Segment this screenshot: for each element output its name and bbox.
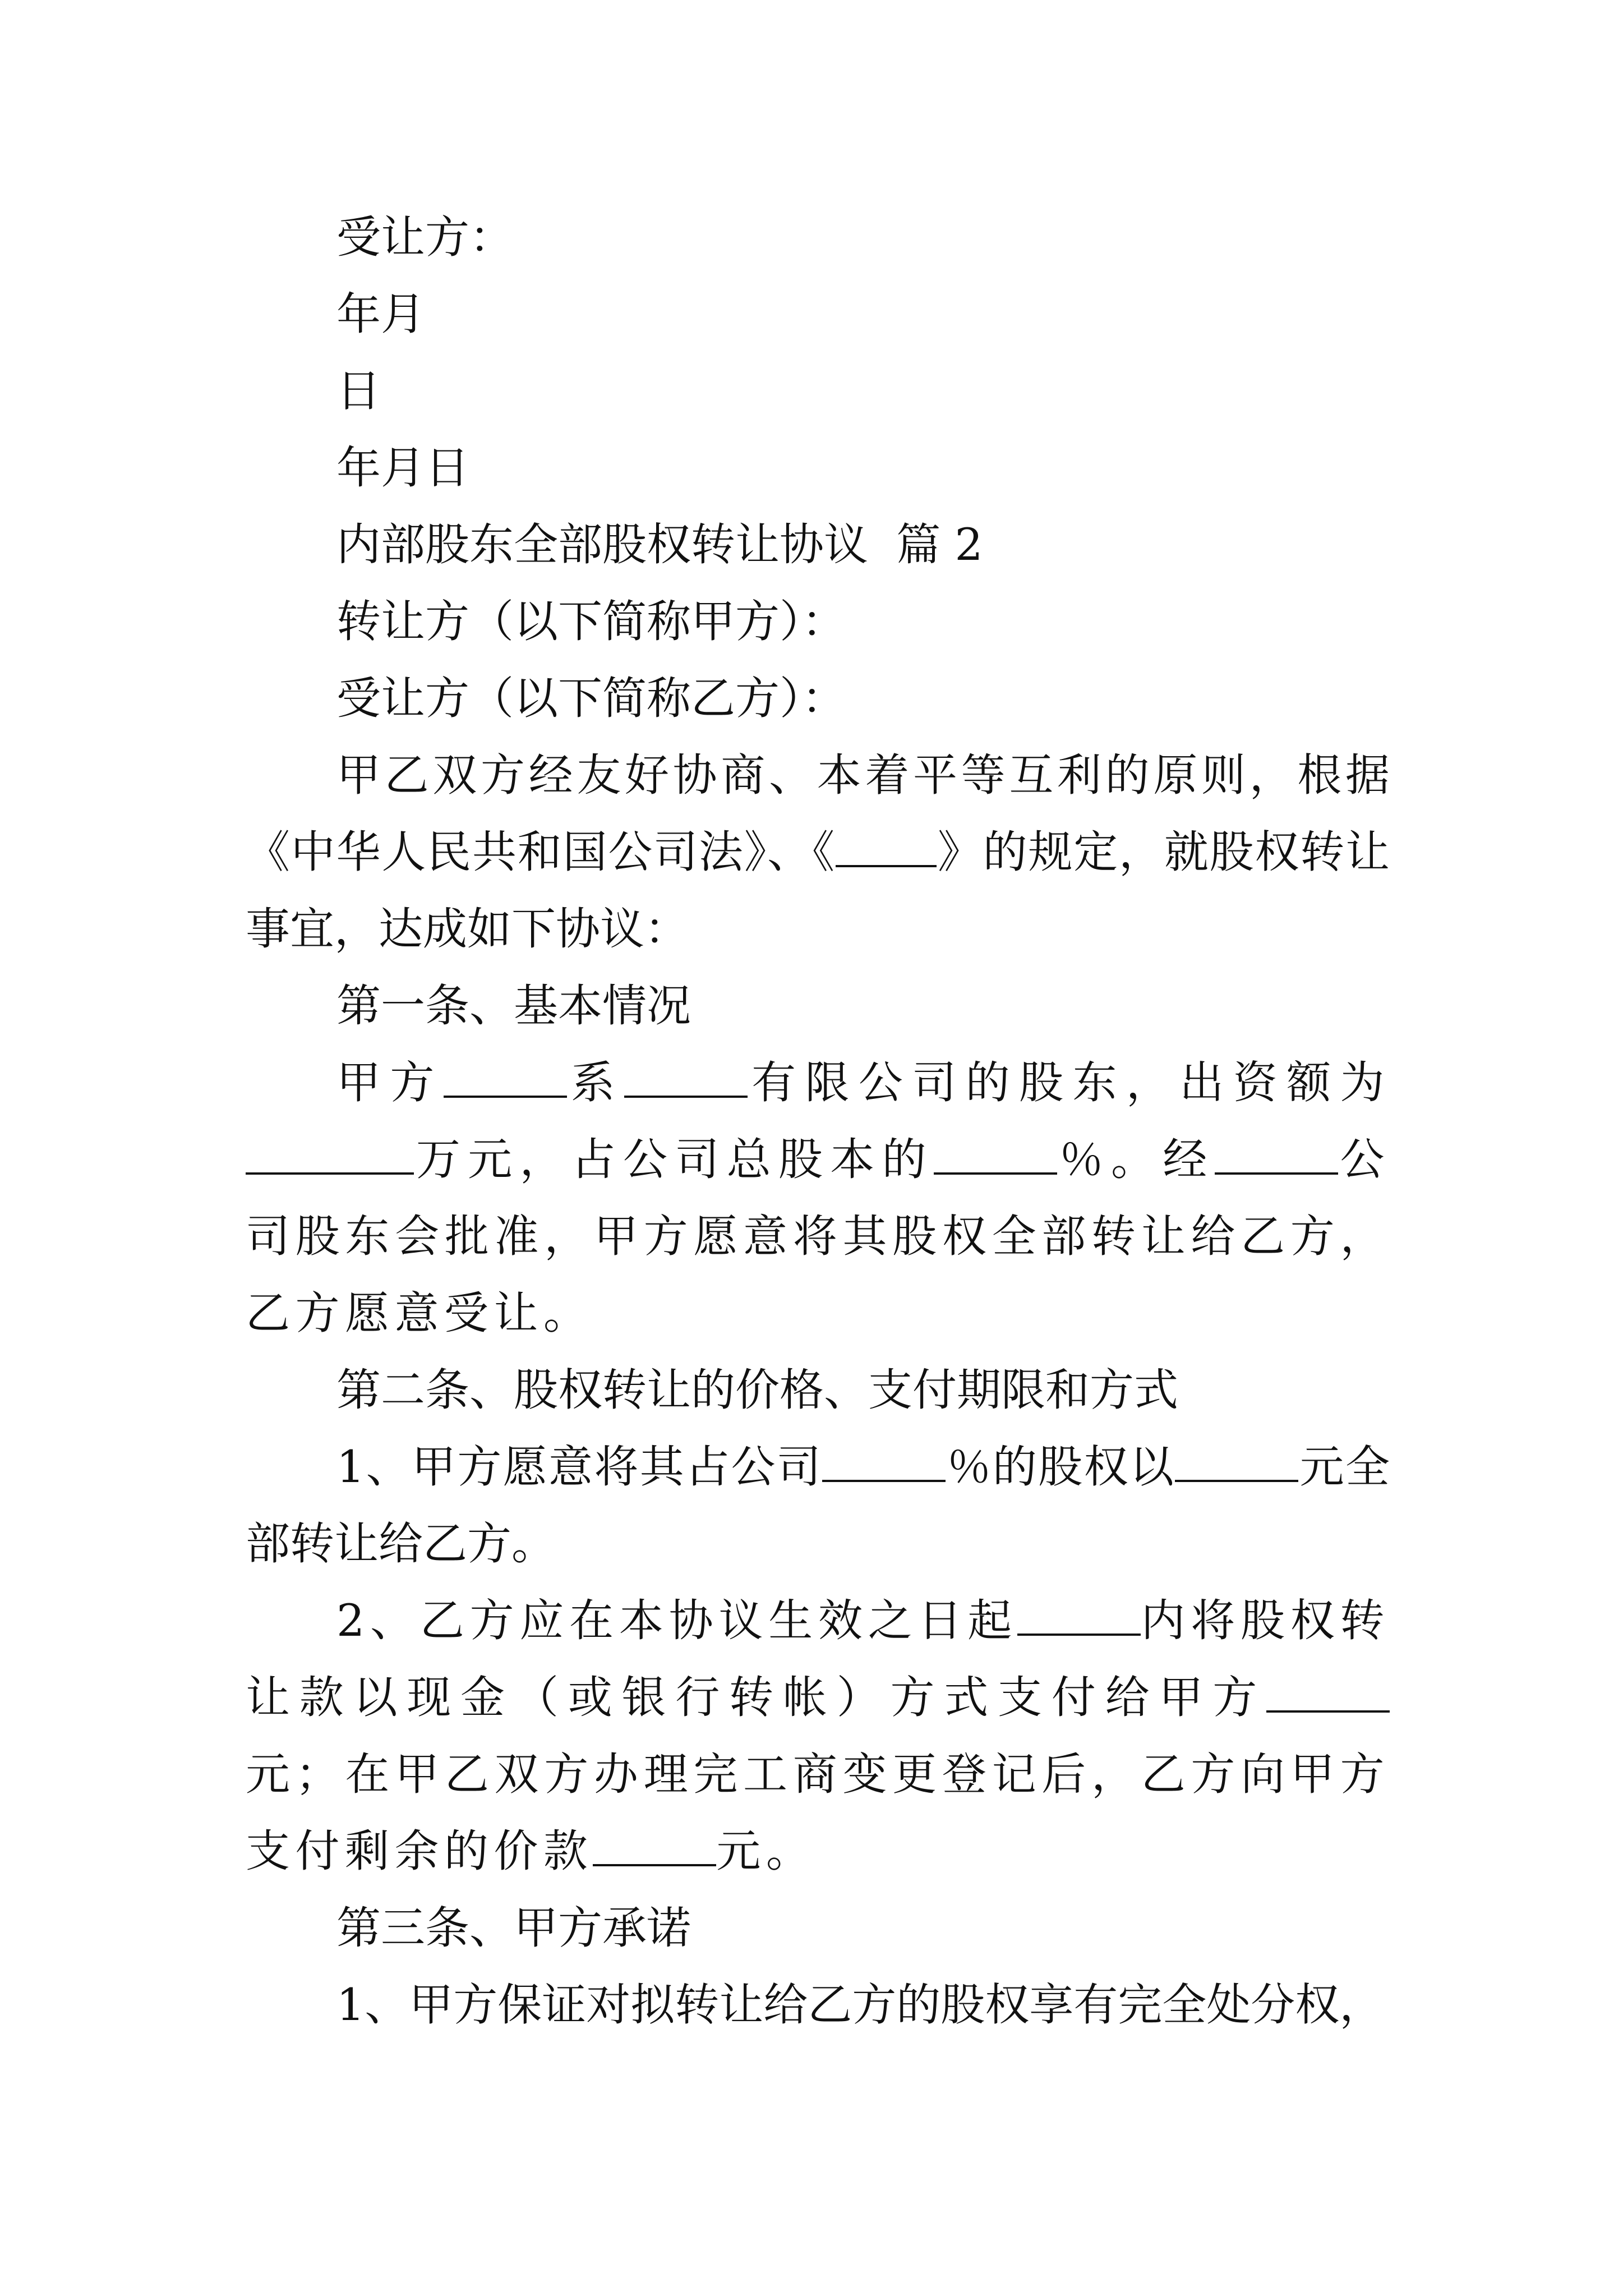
- art1-text-a: 甲方: [336, 1057, 444, 1108]
- date-year-month: 年月: [336, 288, 425, 340]
- art2-item2-d: 元。: [716, 1825, 816, 1877]
- date-day: 日: [336, 365, 381, 417]
- article-3-item-1: 1、甲方保证对拟转让给乙方的股权享有完全处分权，: [336, 1979, 1384, 2031]
- first-payment-blank: [1266, 1684, 1390, 1713]
- party-a-name-blank: [444, 1069, 567, 1098]
- art1-text-b: 系: [566, 1057, 625, 1108]
- article-2-item-1: [246, 1429, 1390, 1582]
- capital-amount-blank: [246, 1146, 414, 1175]
- article-1-paragraph: [246, 1045, 1390, 1352]
- art1-text-e: ％。经: [1057, 1134, 1215, 1185]
- article-2-heading: 第二条、股权转让的价格、支付期限和方式: [336, 1364, 1178, 1416]
- document-body: [246, 199, 1390, 2044]
- approving-company-blank: [1215, 1146, 1338, 1175]
- share-percent-blank: [934, 1146, 1057, 1175]
- art2-item2-c: 元；在甲乙双方办理完工商变更登记后，乙方向甲方支付剩余的价款: [246, 1749, 1390, 1877]
- intro-text-b: 》的规定，就股权转让事宜，达成如下协议：: [246, 826, 1390, 955]
- transfer-price-blank: [1175, 1453, 1298, 1482]
- transfer-percent-blank: [822, 1453, 946, 1482]
- art1-text-f: 公司股东会批准，甲方愿意将其股权全部转让给乙方，乙方愿意受让。: [246, 1134, 1390, 1339]
- intro-text-a: 甲乙双方经友好协商、本着平等互利的原则，根据《中华人民共和国公司法》、《: [246, 749, 1390, 878]
- art1-text-d: 万元，占公司总股本的: [414, 1134, 934, 1185]
- intro-paragraph: [246, 737, 1390, 968]
- art1-text-c: 有限公司的股东，出资额为: [748, 1057, 1390, 1108]
- agreement-title: 内部股东全部股权转让协议 篇 2: [336, 519, 983, 570]
- remaining-payment-blank: [593, 1838, 716, 1866]
- transferee-sign-label: 受让方：: [336, 211, 514, 263]
- art2-item1-a: 1、甲方愿意将其占公司: [336, 1441, 823, 1493]
- article-3-heading: 第三条、甲方承诺: [336, 1902, 691, 1954]
- date-full: 年月日: [336, 442, 469, 494]
- art2-item2-b: 内将股权转让款以现金（或银行转帐）方式支付给甲方: [246, 1595, 1390, 1723]
- art2-item1-b: ％的股权以: [946, 1441, 1175, 1493]
- law-name-blank: [836, 839, 937, 867]
- payment-period-blank: [1017, 1607, 1141, 1636]
- article-1-heading: 第一条、基本情况: [336, 980, 691, 1032]
- art2-item2-a: 2、乙方应在本协议生效之日起: [336, 1595, 1018, 1646]
- transferee-label: 受让方（以下简称乙方）：: [336, 673, 846, 724]
- art2-item1-c: 元全部转让给乙方。: [246, 1441, 1390, 1570]
- transferor-label: 转让方（以下简称甲方）：: [336, 596, 846, 647]
- article-2-item-2: [246, 1582, 1390, 1890]
- company-name-blank: [624, 1069, 748, 1098]
